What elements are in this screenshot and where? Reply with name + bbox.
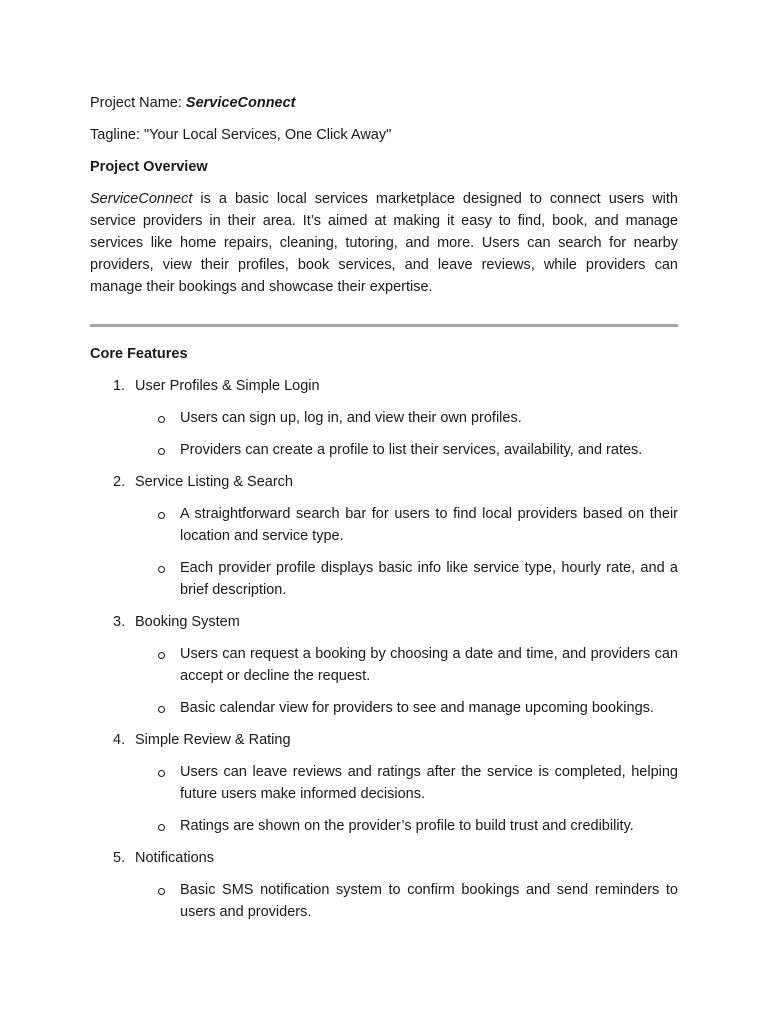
feature-point — [135, 761, 678, 805]
feature-point-text: Users can request a booking by choosing a date and time, and providers can accept or decline the request. — [180, 646, 678, 684]
feature-item — [90, 847, 678, 923]
feature-point — [135, 407, 678, 429]
feature-point-text: A straightforward search bar for users to find local providers based on their location and service type. — [180, 506, 678, 544]
overview-body: is a basic local services marketplace designed to connect users with service providers in their area. It’s aimed at making it easy to find, book, and manage services like home repairs, cleaning, tutoring, and more. Users can search for nearby providers, view their profiles, book services, and leave reviews, while providers can manage their bookings and showcase their expertise. — [90, 191, 678, 295]
feature-point-text: Basic calendar view for providers to see and manage upcoming bookings. — [180, 700, 654, 716]
feature-points — [135, 407, 678, 461]
hollow-bullet-icon — [158, 888, 165, 895]
feature-points — [135, 761, 678, 837]
feature-number: 2. — [113, 474, 126, 490]
feature-point — [135, 643, 678, 687]
feature-point-text: Each provider profile displays basic info like service type, hourly rate, and a brief description. — [180, 560, 678, 598]
project-name-line — [90, 92, 678, 114]
feature-point-text: Users can leave reviews and ratings after the service is completed, helping future users make informed decisions. — [180, 764, 678, 802]
feature-number: 1. — [113, 378, 126, 394]
feature-title: Notifications — [135, 850, 214, 866]
feature-number: 3. — [113, 614, 126, 630]
tagline: Tagline: "Your Local Services, One Click Away" — [90, 127, 392, 143]
feature-points — [135, 503, 678, 601]
feature-item — [90, 729, 678, 837]
feature-point — [135, 557, 678, 601]
hollow-bullet-icon — [158, 652, 165, 659]
document-page — [90, 92, 678, 933]
core-features-heading: Core Features — [90, 346, 188, 362]
feature-point — [135, 879, 678, 923]
feature-point-text: Users can sign up, log in, and view their own profiles. — [180, 410, 522, 426]
feature-title: Service Listing & Search — [135, 474, 293, 490]
feature-number: 5. — [113, 850, 126, 866]
feature-item — [90, 611, 678, 719]
feature-title: Booking System — [135, 614, 240, 630]
feature-number: 4. — [113, 732, 126, 748]
overview-paragraph — [90, 188, 678, 298]
feature-title: Simple Review & Rating — [135, 732, 291, 748]
feature-point-text: Ratings are shown on the provider’s profile to build trust and credibility. — [180, 818, 634, 834]
overview-italic-lead: ServiceConnect — [90, 191, 193, 207]
hollow-bullet-icon — [158, 448, 165, 455]
hollow-bullet-icon — [158, 706, 165, 713]
overview-heading: Project Overview — [90, 159, 208, 175]
hollow-bullet-icon — [158, 824, 165, 831]
feature-item — [90, 471, 678, 601]
feature-point — [135, 439, 678, 461]
feature-points — [135, 879, 678, 923]
feature-point-text: Providers can create a profile to list their services, availability, and rates. — [180, 442, 643, 458]
feature-title: User Profiles & Simple Login — [135, 378, 320, 394]
hollow-bullet-icon — [158, 512, 165, 519]
feature-point — [135, 815, 678, 837]
hollow-bullet-icon — [158, 770, 165, 777]
hollow-bullet-icon — [158, 566, 165, 573]
feature-list — [90, 375, 678, 923]
feature-point — [135, 697, 678, 719]
feature-point — [135, 503, 678, 547]
project-name-value: ServiceConnect — [185, 95, 296, 111]
feature-item — [90, 375, 678, 461]
feature-point-text: Basic SMS notification system to confirm bookings and send reminders to users and providers. — [180, 882, 678, 920]
project-name-label: Project Name: — [90, 95, 186, 111]
section-divider — [90, 324, 678, 327]
feature-points — [135, 643, 678, 719]
hollow-bullet-icon — [158, 416, 165, 423]
